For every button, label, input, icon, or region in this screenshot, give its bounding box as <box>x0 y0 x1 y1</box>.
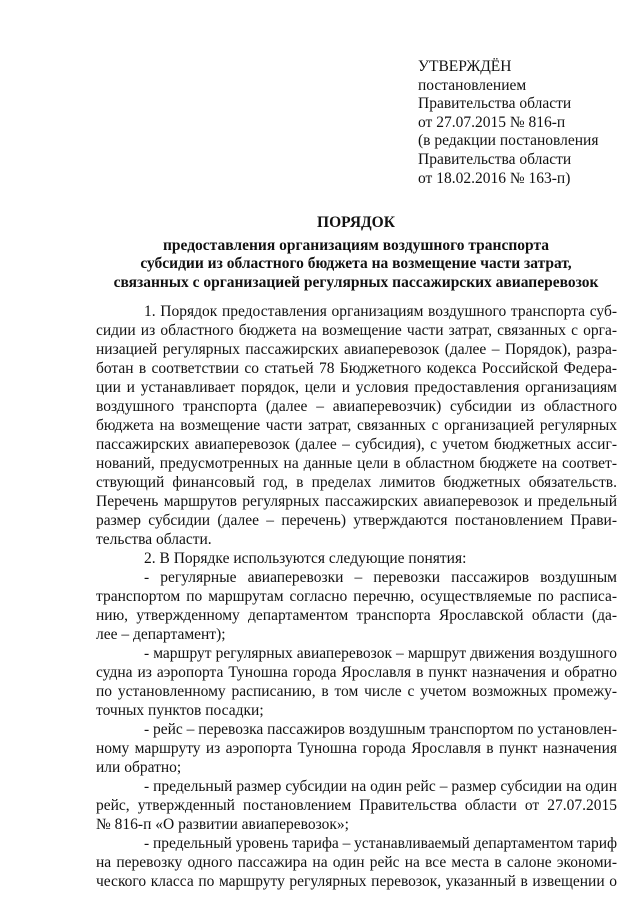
body-text-line: ствующий финансовый год, в пределах лимитов бюджетных обязательств. <box>96 474 617 491</box>
body-text-line: воздушного транспорта (далее – авиаперевозчик) субсидии из областного <box>96 398 617 415</box>
body-text-line: - предельный уровень тарифа – устанавливаемый департаментом тариф <box>144 835 617 852</box>
body-text-line: судна из аэропорта Туношна города Ярославля в пункт назначения и обратно <box>96 664 617 681</box>
approval-line: от 18.02.2016 № 163-п) <box>418 169 571 187</box>
approval-stamp <box>418 58 618 188</box>
body-text-line: точных пунктов посадки; <box>96 702 264 719</box>
body-text-line: нований, предусмотренных на данные цели в областном бюджете на соответ- <box>96 455 617 472</box>
body-text-line: ному маршруту из аэропорта Туношна города Ярославля в пункт назначения <box>96 740 617 757</box>
document-subtitle-line: предоставления организациям воздушного транспорта <box>162 236 550 254</box>
document-title-main: ПОРЯДОК <box>317 214 395 231</box>
body-text-line: пассажирских авиаперевозок (далее – субсидия), с учетом бюджетных ассиг- <box>96 436 617 453</box>
body-text-line: 2. В Порядке используются следующие понятия: <box>144 550 467 567</box>
document-subtitle-line: связанных с организацией регулярных пассажирских авиаперевозок <box>113 273 599 291</box>
body-text-line: размер субсидии (далее – перечень) утверждаются постановлением Прави- <box>96 512 617 529</box>
body-text-line: - маршрут регулярных авиаперевозок – маршрут движения воздушного <box>144 645 617 662</box>
approval-line: (в редакции постановления <box>418 132 599 150</box>
document-title <box>96 214 616 292</box>
approval-line: Правительства области <box>418 150 572 168</box>
body-text-line: на перевозку одного пассажира на один рейс на все места в салоне экономи- <box>96 854 617 871</box>
approval-line: УТВЕРЖДЁН <box>418 58 512 75</box>
approval-line: от 27.07.2015 № 816-п <box>418 113 566 131</box>
approval-line: Правительства области <box>418 95 572 113</box>
approval-line: постановлением <box>418 76 527 94</box>
body-text-line: транспортом по маршрутам согласно перечню, осуществляемые по расписа- <box>96 588 617 605</box>
body-text-line: нию, утвержденному департаментом транспорта Ярославской области (да- <box>96 607 617 624</box>
document-subtitle-line: субсидии из областного бюджета на возмещение части затрат, <box>140 255 572 273</box>
body-text-line: ческого класса по маршруту регулярных перевозок, указанный в извещении о <box>96 873 617 890</box>
body-text-line: бюджета на возмещение части затрат, связанных с организацией регулярных <box>96 417 617 434</box>
body-text-line: - рейс – перевозка пассажиров воздушным транспортом по установлен- <box>144 721 617 738</box>
body-text-line: сидии из областного бюджета на возмещение части затрат, связанных с орга- <box>96 322 617 339</box>
body-text-line: или обратно; <box>96 759 182 776</box>
body-text-line: низацией регулярных пассажирских авиаперевозок (далее – Порядок), разра- <box>96 341 617 358</box>
body-text-line: - регулярные авиаперевозки – перевозки пассажиров воздушным <box>144 569 617 586</box>
body-text-line: по установленному расписанию, в том числе с учетом возможных промежу- <box>96 683 617 700</box>
body-text-line: лее – департамент); <box>96 626 226 643</box>
body-text-line: Перечень маршрутов регулярных пассажирских авиаперевозок и предельный <box>96 493 617 510</box>
body-text-line: ботан в соответствии со статьей 78 Бюджетного кодекса Российской Федера- <box>96 360 617 377</box>
document-body <box>96 302 617 891</box>
body-text-line: рейс, утвержденный постановлением Правительства области от 27.07.2015 <box>96 797 617 814</box>
body-text-line: ции и устанавливает порядок, цели и условия предоставления организациям <box>96 379 617 396</box>
body-text-line: - предельный размер субсидии на один рейс – размер субсидии на один <box>144 778 617 795</box>
body-text-line: тельства области. <box>96 531 212 548</box>
body-text-line: № 816-п «О развитии авиаперевозок»; <box>96 816 349 833</box>
body-text-line: 1. Порядок предоставления организациям воздушного транспорта суб- <box>144 303 617 320</box>
